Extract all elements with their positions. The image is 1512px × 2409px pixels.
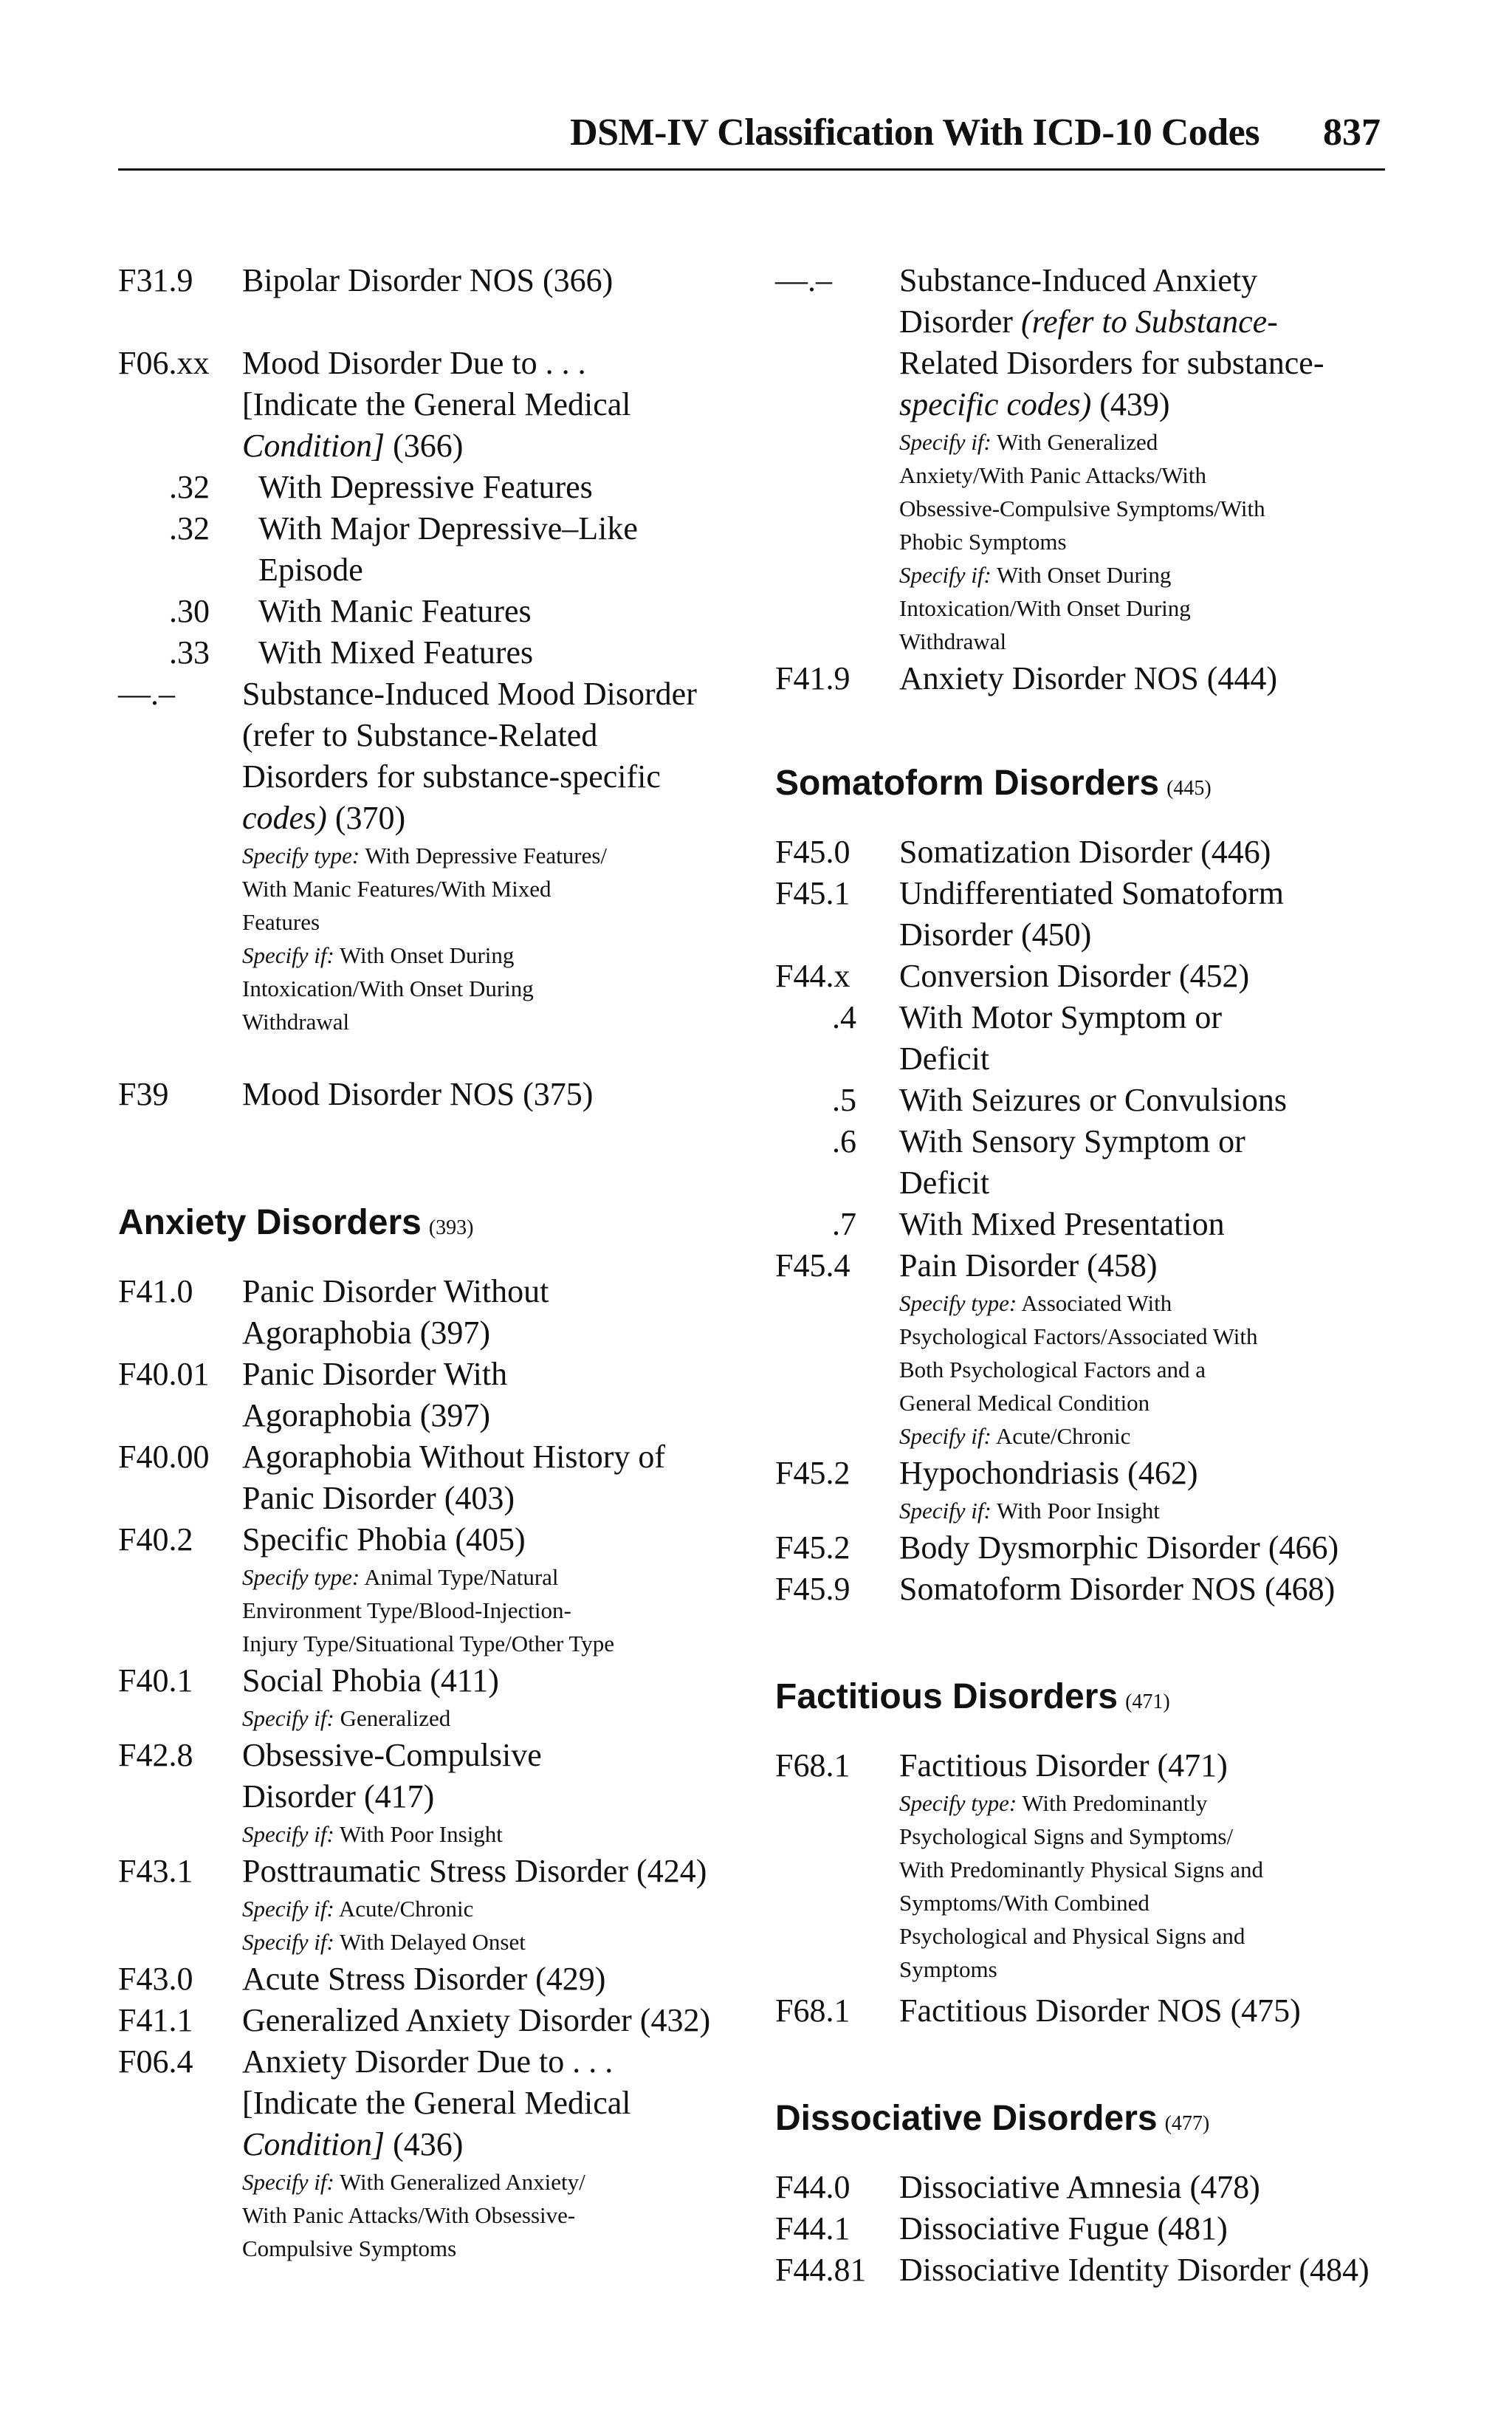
- entry-undifferentiated-somatoform: [775, 873, 1410, 956]
- specifier-text: Features: [242, 909, 320, 935]
- entry-substance-anxiety: [775, 260, 1410, 658]
- disorder-name: Anxiety Disorder Due to . . .: [242, 2043, 614, 2080]
- specifier-text: Psychological Factors/Associated With: [899, 1323, 1258, 1349]
- disorder-name: Dissociative Amnesia (478): [899, 2169, 1260, 2205]
- specifier-label: Specify if:: [899, 429, 992, 455]
- disorder-name: Mood Disorder Due to . . .: [242, 345, 586, 381]
- icd-code: F44.81: [775, 2252, 867, 2288]
- subtype-name: With Motor Symptom or: [899, 999, 1223, 1035]
- disorder-name-cont: Panic Disorder (403): [242, 1480, 515, 1516]
- specifier: Specify type: With Depressive Features/: [242, 843, 608, 868]
- specifier-text: Psychological Signs and Symptoms/: [899, 1823, 1234, 1849]
- page-number: 837: [1323, 112, 1381, 154]
- specifier-text: Anxiety/With Panic Attacks/With: [899, 462, 1206, 488]
- icd-subcode: .5: [832, 1082, 856, 1118]
- disorder-name: Substance-Induced Anxiety: [899, 262, 1258, 298]
- specifier-label: Specify type:: [899, 1290, 1017, 1316]
- specifier: Specify if: With Poor Insight: [899, 1498, 1160, 1524]
- subtype-name: With Major Depressive–Like: [258, 510, 638, 546]
- specifier: Specify type: With Predominantly: [899, 1790, 1208, 1816]
- subtype-name: With Manic Features: [258, 593, 532, 629]
- specifier-text: With Predominantly Physical Signs and: [899, 1857, 1264, 1882]
- section-title: Factitious Disorders: [775, 1677, 1118, 1716]
- entry-specific-phobia: [118, 1519, 768, 1660]
- disorder-name: Generalized Anxiety Disorder (432): [242, 2002, 711, 2038]
- disorder-note: Related Disorders for substance-: [899, 345, 1324, 381]
- specifier-text: Symptoms: [899, 1956, 997, 1982]
- specifier-text: Both Psychological Factors and a: [899, 1357, 1206, 1382]
- icd-code: F44.1: [775, 2210, 850, 2247]
- subtype-seizures: [775, 1080, 1410, 1121]
- specifier-text: Injury Type/Situational Type/Other Type: [242, 1631, 615, 1656]
- specifier-text: Intoxication/With Onset During: [242, 976, 534, 1001]
- entry-ocd: [118, 1735, 768, 1851]
- specifier-text: General Medical Condition: [899, 1390, 1150, 1416]
- disorder-note: [Indicate the General Medical: [242, 386, 631, 422]
- entry-dissociative-amnesia: [775, 2167, 1410, 2208]
- disorder-note: codes): [242, 800, 327, 836]
- disorder-name: Obsessive-Compulsive: [242, 1737, 542, 1773]
- entry-social-phobia: [118, 1660, 768, 1735]
- subtype-name: With Seizures or Convulsions: [899, 1082, 1287, 1118]
- specifier-text: Compulsive Symptoms: [242, 2235, 457, 2261]
- entry-somatization: [775, 832, 1410, 873]
- disorder-name: Agoraphobia Without History of: [242, 1439, 666, 1475]
- entry-ptsd: [118, 1851, 768, 1959]
- entry-dissociative-fugue: [775, 2208, 1410, 2249]
- icd-code: —.–: [775, 262, 832, 298]
- icd-subcode: .32: [169, 469, 210, 505]
- specifier-text: Psychological and Physical Signs and: [899, 1923, 1245, 1949]
- icd-code: F41.9: [775, 660, 850, 696]
- subtype-name: With Sensory Symptom or: [899, 1123, 1245, 1159]
- disorder-name: Posttraumatic Stress Disorder (424): [242, 1853, 707, 1889]
- icd-subcode: .30: [169, 593, 210, 629]
- entry-dissociative-identity: [775, 2249, 1410, 2291]
- entry-conversion: [775, 956, 1410, 997]
- icd-code: F40.01: [118, 1356, 210, 1392]
- disorder-note: specific codes): [899, 386, 1092, 422]
- icd-code: F43.1: [118, 1853, 193, 1889]
- entry-body-dysmorphic: [775, 1527, 1410, 1569]
- specifier: Specify if: With Generalized: [899, 429, 1158, 455]
- specifier: Specify if: With Onset During: [242, 942, 515, 968]
- specifier-label: Specify if:: [242, 2169, 334, 2195]
- specifier-text: With Panic Attacks/With Obsessive-: [242, 2202, 576, 2228]
- disorder-note: Condition]: [242, 428, 385, 464]
- specifier-label: Specify if:: [242, 942, 334, 968]
- section-title: Dissociative Disorders: [775, 2099, 1158, 2138]
- specifier-text: Symptoms/With Combined: [899, 1890, 1150, 1916]
- icd-code: F45.2: [775, 1529, 850, 1566]
- disorder-name: Panic Disorder With: [242, 1356, 508, 1392]
- icd-code: F39: [118, 1076, 169, 1112]
- disorder-name-cont: Disorder: [899, 304, 1021, 340]
- specifier-label: Specify if:: [899, 1423, 992, 1449]
- entry-anxiety-due-to: [118, 2041, 768, 2265]
- entry-hypochondriasis: [775, 1453, 1410, 1527]
- specifier-label: Specify if:: [242, 1929, 334, 1955]
- specifier-label: Specify type:: [899, 1790, 1017, 1816]
- icd-code: F41.0: [118, 1273, 193, 1309]
- disorder-name: Conversion Disorder (452): [899, 958, 1250, 994]
- subtype-name: With Mixed Presentation: [899, 1206, 1225, 1242]
- subtype-depressive: [118, 467, 768, 508]
- subtype-name-cont: Deficit: [899, 1041, 990, 1077]
- subtype-sensory: [775, 1121, 1410, 1204]
- disorder-name-cont: Agoraphobia (397): [242, 1397, 491, 1433]
- specifier-label: Specify if:: [242, 1705, 334, 1731]
- running-header: [118, 111, 1385, 171]
- icd-code: F40.1: [118, 1662, 193, 1699]
- icd-code: F45.2: [775, 1455, 850, 1491]
- disorder-note: Disorders for substance-specific: [242, 758, 661, 795]
- disorder-name: Panic Disorder Without: [242, 1273, 549, 1309]
- entry-somatoform-nos: [775, 1569, 1410, 1610]
- page-ref: (366): [385, 428, 464, 464]
- entry-gad: [118, 2000, 768, 2041]
- subtype-name-cont: Deficit: [899, 1165, 990, 1201]
- section-heading-anxiety: [118, 1201, 768, 1250]
- page-ref: (436): [385, 2126, 464, 2162]
- entry-factitious: [775, 1745, 1410, 1986]
- icd-subcode: .33: [169, 634, 210, 671]
- icd-code: F44.x: [775, 958, 850, 994]
- page-ref: (439): [1091, 386, 1170, 422]
- subtype-motor: [775, 997, 1410, 1080]
- icd-code: F45.1: [775, 875, 850, 911]
- entry-substance-mood: [118, 674, 768, 1038]
- section-page: (471): [1125, 1690, 1170, 1713]
- section-page: (445): [1166, 777, 1212, 800]
- disorder-name-cont: Disorder (417): [242, 1778, 435, 1815]
- icd-code: F45.0: [775, 834, 850, 870]
- entry-factitious-nos: [775, 1990, 1410, 2032]
- disorder-name-cont: Disorder (450): [899, 916, 1092, 953]
- disorder-name: Specific Phobia (405): [242, 1521, 526, 1558]
- disorder-name: Undifferentiated Somatoform: [899, 875, 1284, 911]
- section-page: (393): [428, 1216, 474, 1239]
- entry-bipolar-nos: [118, 260, 768, 301]
- icd-code: —.–: [118, 676, 175, 712]
- specifier-label: Specify if:: [899, 562, 992, 588]
- subtype-mixed: [118, 632, 768, 674]
- icd-subcode: .7: [832, 1206, 856, 1242]
- icd-code: F42.8: [118, 1737, 193, 1773]
- specifier-text: Withdrawal: [899, 628, 1007, 654]
- disorder-note: (refer to Substance-: [1020, 304, 1278, 340]
- disorder-note: (refer to Substance-Related: [242, 717, 598, 753]
- disorder-name: Pain Disorder (458): [899, 1247, 1158, 1284]
- specifier-text: Phobic Symptoms: [899, 529, 1067, 555]
- icd-code: F68.1: [775, 1747, 850, 1783]
- entry-panic-with-agoraphobia: [118, 1354, 768, 1436]
- section-title: Somatoform Disorders: [775, 764, 1160, 803]
- specifier-text: Withdrawal: [242, 1009, 350, 1035]
- specifier: Specify if: Generalized: [242, 1705, 451, 1731]
- section-heading-dissociative: [775, 2097, 1410, 2146]
- right-column: [775, 260, 1410, 2291]
- specifier: Specify type: Associated With: [899, 1290, 1172, 1316]
- specifier: Specify type: Animal Type/Natural: [242, 1564, 559, 1590]
- specifier: Specify if: Acute/Chronic: [899, 1423, 1131, 1449]
- disorder-name: Anxiety Disorder NOS (444): [899, 660, 1278, 696]
- entry-mood-nos: [118, 1074, 768, 1115]
- icd-code: F45.4: [775, 1247, 850, 1284]
- entry-agoraphobia: [118, 1436, 768, 1519]
- disorder-name: Social Phobia (411): [242, 1662, 499, 1699]
- subtype-mixed-presentation: [775, 1204, 1410, 1245]
- disorder-name: Hypochondriasis (462): [899, 1455, 1198, 1491]
- page-ref: (370): [326, 800, 406, 836]
- icd-subcode: .32: [169, 510, 210, 546]
- specifier: Specify if: Acute/Chronic: [242, 1896, 474, 1922]
- specifier: Specify if: With Generalized Anxiety/: [242, 2169, 585, 2195]
- icd-code: F45.9: [775, 1571, 850, 1607]
- entry-panic-without-agoraphobia: [118, 1271, 768, 1354]
- specifier: Specify if: With Onset During: [899, 562, 1172, 588]
- left-column: [118, 260, 768, 2265]
- icd-code: F43.0: [118, 1961, 193, 1997]
- entry-pain-disorder: [775, 1245, 1410, 1453]
- section-title: Anxiety Disorders: [118, 1203, 422, 1242]
- disorder-name: Dissociative Identity Disorder (484): [899, 2252, 1370, 2288]
- disorder-name: Acute Stress Disorder (429): [242, 1961, 606, 1997]
- icd-subcode: .6: [832, 1123, 856, 1159]
- subtype-major-depressive: [118, 508, 768, 591]
- specifier-text: With Manic Features/With Mixed: [242, 876, 551, 902]
- section-heading-factitious: [775, 1675, 1410, 1724]
- disorder-name: Factitious Disorder NOS (475): [899, 1992, 1301, 2029]
- specifier-label: Specify if:: [899, 1498, 992, 1524]
- specifier: Specify if: With Poor Insight: [242, 1821, 503, 1847]
- icd-code: F68.1: [775, 1992, 850, 2029]
- subtype-manic: [118, 591, 768, 632]
- header-title: DSM-IV Classification With ICD-10 Codes: [570, 112, 1260, 154]
- icd-code: F40.2: [118, 1521, 193, 1558]
- disorder-note: [Indicate the General Medical: [242, 2085, 631, 2121]
- specifier-label: Specify if:: [242, 1821, 334, 1847]
- disorder-name: Somatization Disorder (446): [899, 834, 1271, 870]
- specifier: Specify if: With Delayed Onset: [242, 1929, 526, 1955]
- disorder-name: Somatoform Disorder NOS (468): [899, 1571, 1336, 1607]
- entry-mood-due-to: [118, 343, 768, 467]
- specifier-text: Environment Type/Blood-Injection-: [242, 1597, 571, 1623]
- disorder-note: Condition]: [242, 2126, 385, 2162]
- section-page: (477): [1164, 2112, 1210, 2135]
- icd-code: F31.9: [118, 262, 193, 298]
- icd-code: F06.xx: [118, 345, 210, 381]
- disorder-name: Dissociative Fugue (481): [899, 2210, 1228, 2247]
- entry-anxiety-nos: [775, 658, 1410, 699]
- section-heading-somatoform: [775, 761, 1410, 811]
- icd-code: F44.0: [775, 2169, 850, 2205]
- disorder-name: Substance-Induced Mood Disorder: [242, 676, 697, 712]
- entry-acute-stress: [118, 1959, 768, 2000]
- icd-subcode: .4: [832, 999, 856, 1035]
- icd-code: F40.00: [118, 1439, 210, 1475]
- specifier-label: Specify if:: [242, 1896, 334, 1922]
- disorder-name: Factitious Disorder (471): [899, 1747, 1228, 1783]
- subtype-name: With Depressive Features: [258, 469, 593, 505]
- disorder-name: Mood Disorder NOS (375): [242, 1076, 594, 1112]
- specifier-text: Obsessive-Compulsive Symptoms/With: [899, 496, 1265, 521]
- disorder-name-cont: Agoraphobia (397): [242, 1315, 491, 1351]
- disorder-name: Bipolar Disorder NOS (366): [242, 262, 614, 298]
- subtype-name: With Mixed Features: [258, 634, 534, 671]
- icd-code: F06.4: [118, 2043, 193, 2080]
- specifier-label: Specify type:: [242, 843, 360, 868]
- specifier-text: Intoxication/With Onset During: [899, 595, 1191, 621]
- subtype-name-cont: Episode: [258, 552, 363, 588]
- specifier-label: Specify type:: [242, 1564, 360, 1590]
- disorder-name: Body Dysmorphic Disorder (466): [899, 1529, 1339, 1566]
- icd-code: F41.1: [118, 2002, 193, 2038]
